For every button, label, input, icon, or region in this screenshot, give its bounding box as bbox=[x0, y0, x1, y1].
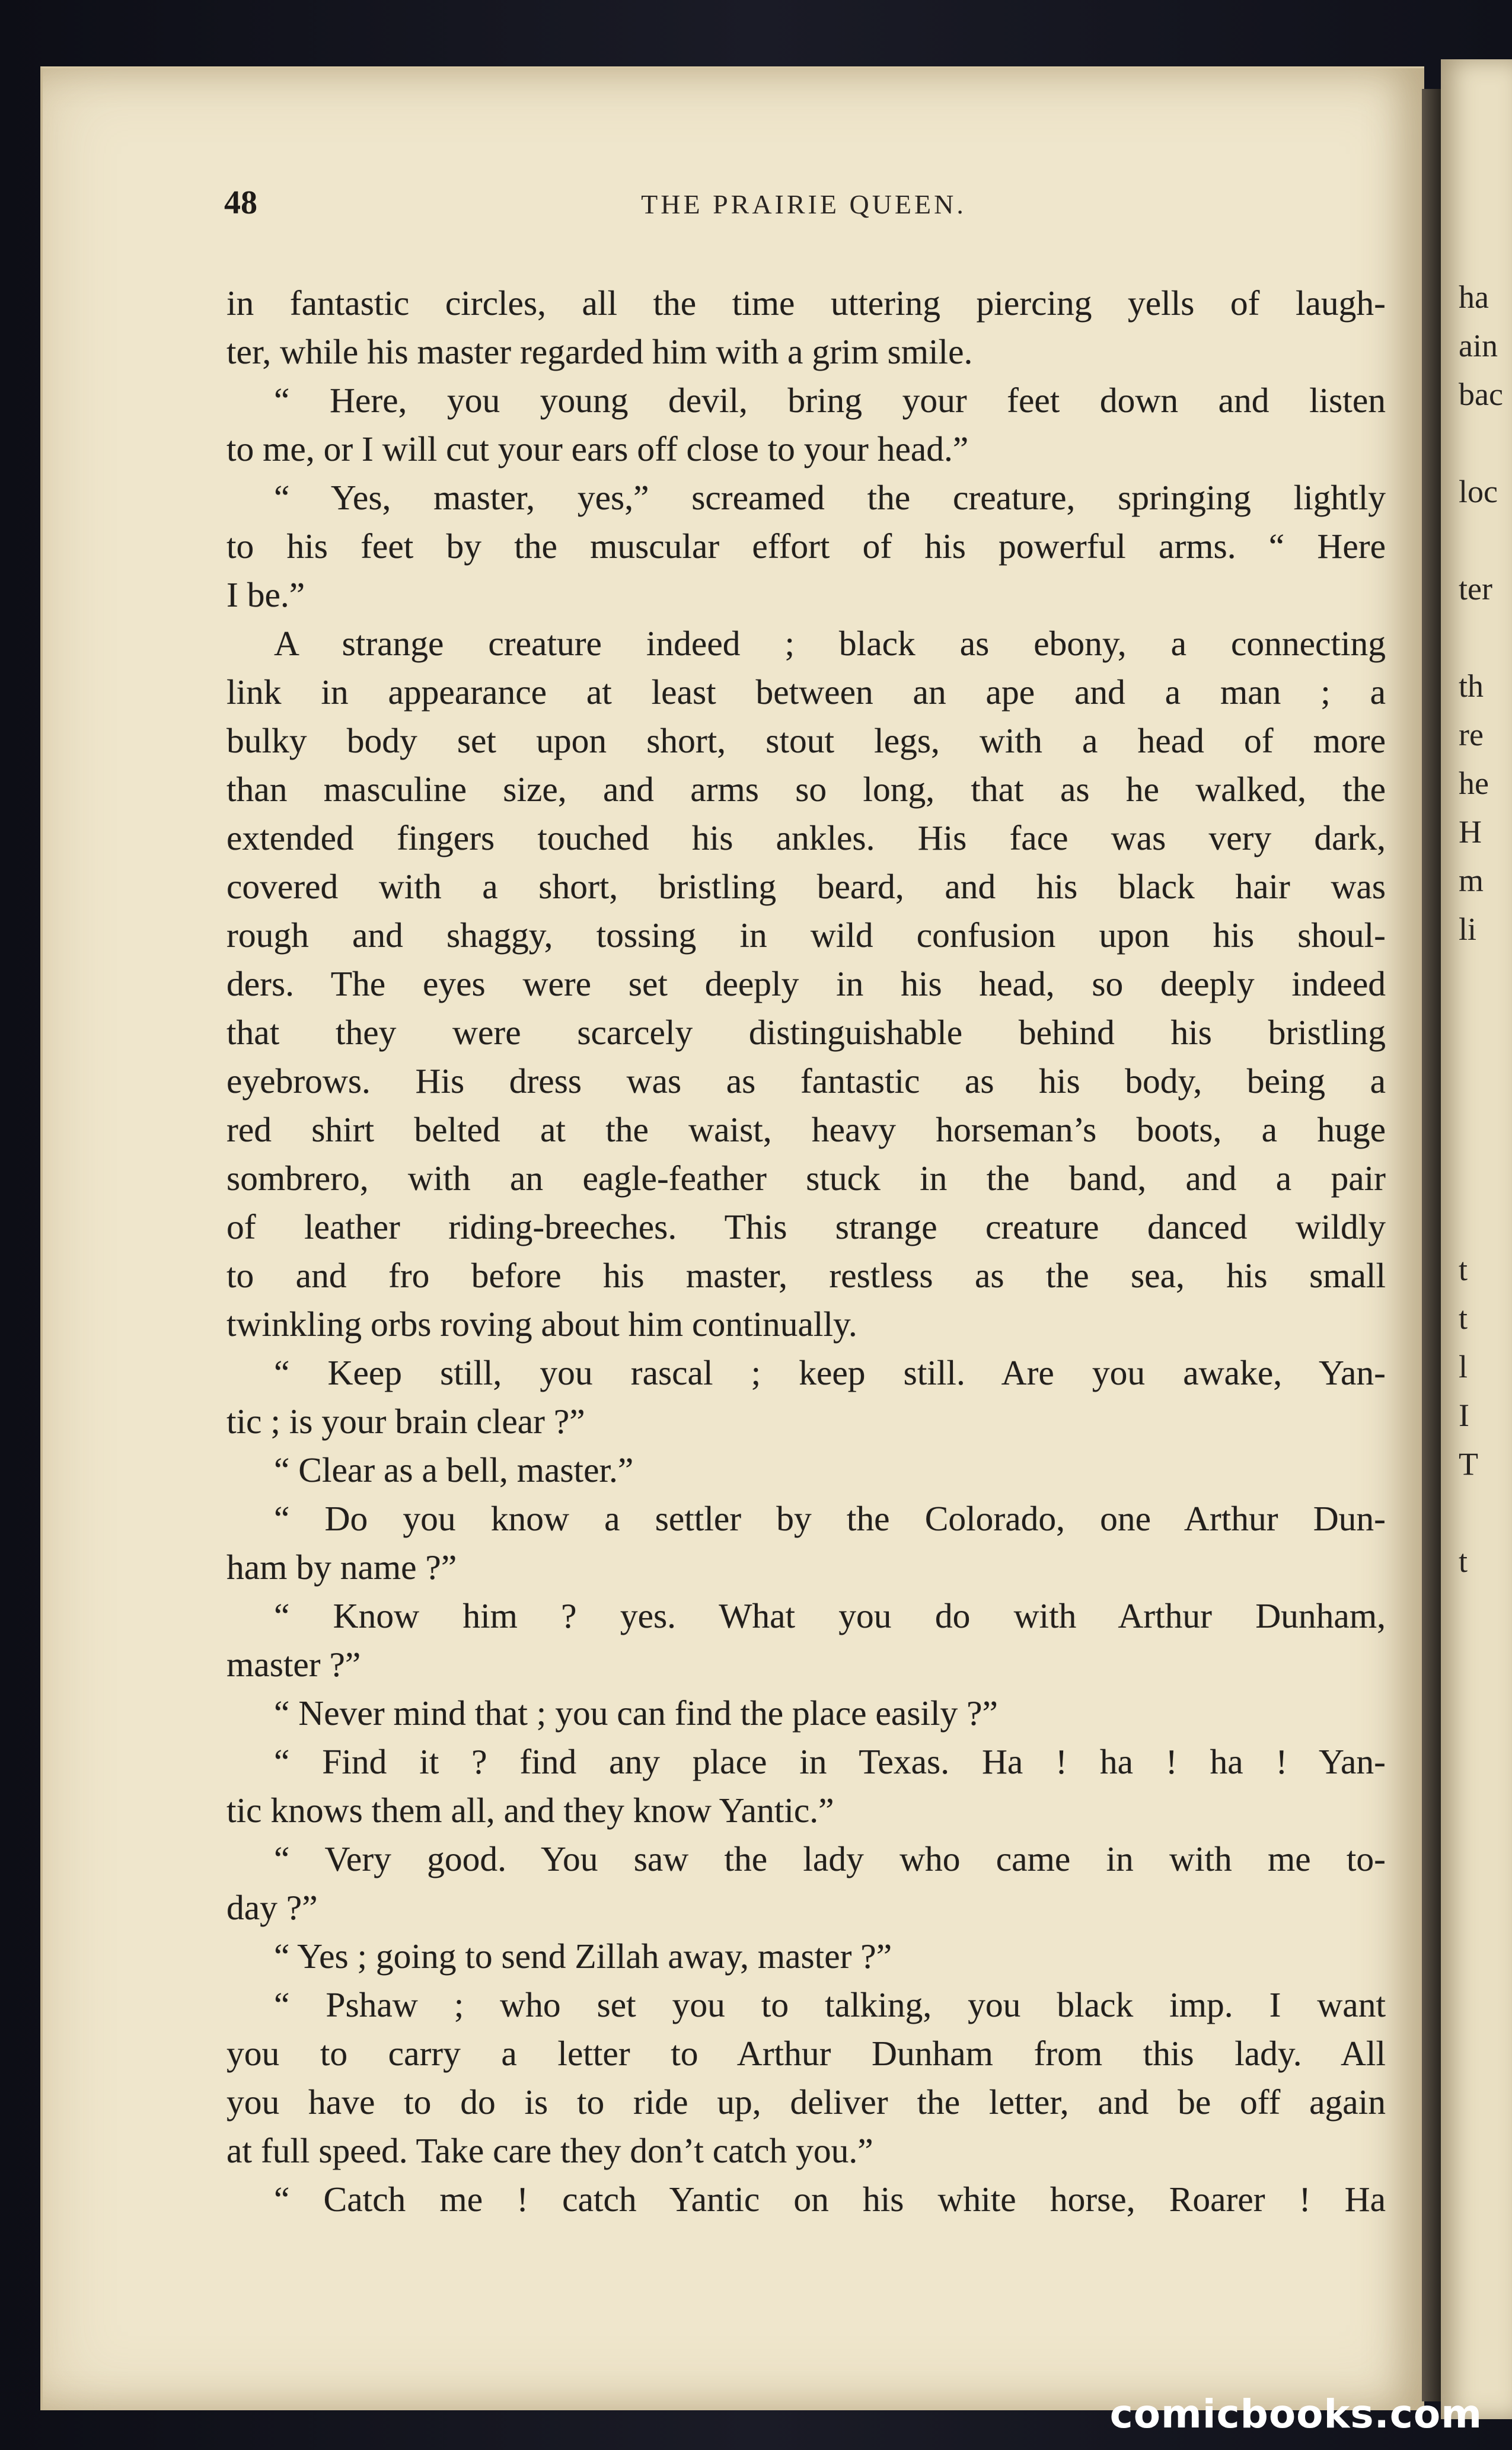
running-head bbox=[224, 184, 1383, 231]
text-line: “ Keep still, you rascal ; keep still. Are you awake, Yan- bbox=[274, 1353, 1386, 1392]
facing-page-fragment: t bbox=[1459, 1252, 1468, 1287]
facing-page-fragment: loc bbox=[1459, 474, 1498, 509]
facing-page-fragment: t bbox=[1459, 1543, 1468, 1579]
facing-page-fragment: ain bbox=[1459, 328, 1498, 363]
text-line: “ Clear as a bell, master.” bbox=[274, 1450, 634, 1489]
body-text bbox=[227, 279, 1386, 2223]
facing-page-fragment: th bbox=[1459, 668, 1484, 704]
facing-page-fragment: li bbox=[1459, 911, 1477, 947]
text-line: I be.” bbox=[227, 575, 305, 614]
text-line: day ?” bbox=[227, 1888, 318, 1927]
text-line: link in appearance at least between an ape and a man ; a bbox=[227, 672, 1386, 712]
running-title: THE PRAIRIE QUEEN. bbox=[641, 189, 966, 219]
facing-page-fragment: ha bbox=[1459, 279, 1489, 315]
facing-page bbox=[1441, 59, 1512, 2419]
text-line: “ Do you know a settler by the Colorado, one Arthur Dun- bbox=[274, 1499, 1386, 1538]
page-gutter bbox=[1422, 89, 1441, 2401]
text-line: to me, or I will cut your ears off close to your head.” bbox=[227, 429, 969, 468]
text-line: bulky body set upon short, stout legs, with a head of more bbox=[227, 721, 1386, 760]
facing-page-fragment: m bbox=[1459, 863, 1484, 898]
text-line: you to carry a letter to Arthur Dunham from this lady. All bbox=[227, 2034, 1386, 2073]
text-line: ham by name ?” bbox=[227, 1548, 457, 1587]
text-line: rough and shaggy, tossing in wild confusion upon his shoul- bbox=[227, 915, 1386, 955]
text-line: ders. The eyes were set deeply in his head, so deeply indeed bbox=[227, 964, 1386, 1003]
text-line: ter, while his master regarded him with a grim smile. bbox=[227, 332, 973, 371]
text-line: tic knows them all, and they know Yantic.” bbox=[227, 1791, 834, 1830]
text-line: to and fro before his master, restless as the sea, his small bbox=[227, 1256, 1386, 1295]
text-line: at full speed. Take care they don’t catch you.” bbox=[227, 2131, 873, 2170]
facing-page-fragment: bac bbox=[1459, 377, 1503, 412]
text-line: sombrero, with an eagle-feather stuck in the band, and a pair bbox=[227, 1159, 1386, 1198]
facing-page-fragment: t bbox=[1459, 1300, 1468, 1336]
text-line: red shirt belted at the waist, heavy horseman’s boots, a huge bbox=[227, 1110, 1386, 1149]
text-line: “ Yes ; going to send Zillah away, master ?” bbox=[274, 1937, 892, 1976]
text-line: to his feet by the muscular effort of his powerful arms. “ Here bbox=[227, 527, 1386, 566]
text-line: “ Very good. You saw the lady who came in with me to- bbox=[274, 1839, 1386, 1878]
site-watermark: comicbooks.com bbox=[1109, 2391, 1482, 2437]
text-line: “ Yes, master, yes,” screamed the creature, springing lightly bbox=[274, 478, 1386, 517]
facing-page-fragment: T bbox=[1459, 1446, 1478, 1482]
text-line: tic ; is your brain clear ?” bbox=[227, 1402, 585, 1441]
facing-page-fragment: I bbox=[1459, 1398, 1469, 1433]
facing-page-fragment: he bbox=[1459, 765, 1489, 801]
text-line: covered with a short, bristling beard, and his black hair was bbox=[227, 867, 1386, 906]
text-line: “ Find it ? find any place in Texas. Ha ! ha ! ha ! Yan- bbox=[274, 1742, 1386, 1781]
text-line: than masculine size, and arms so long, that as he walked, the bbox=[227, 770, 1386, 809]
facing-page-fragment: H bbox=[1459, 814, 1482, 850]
facing-page-fragment: l bbox=[1459, 1349, 1468, 1384]
text-line: “ Never mind that ; you can find the place easily ?” bbox=[274, 1693, 998, 1733]
text-line: A strange creature indeed ; black as ebony, a connecting bbox=[274, 624, 1386, 663]
text-line: extended fingers touched his ankles. His face was very dark, bbox=[227, 818, 1386, 857]
text-line: master ?” bbox=[227, 1645, 361, 1684]
text-line: you have to do is to ride up, deliver the letter, and be off again bbox=[227, 2082, 1386, 2122]
text-line: “ Pshaw ; who set you to talking, you black imp. I want bbox=[274, 1985, 1386, 2024]
text-line: of leather riding-breeches. This strange creature danced wildly bbox=[227, 1207, 1386, 1246]
text-line: “ Know him ? yes. What you do with Arthur Dunham, bbox=[274, 1596, 1386, 1635]
facing-page-fragment: ter bbox=[1459, 571, 1492, 607]
facing-page-fragment: re bbox=[1459, 717, 1484, 752]
text-line: eyebrows. His dress was as fantastic as his body, being a bbox=[227, 1061, 1386, 1100]
text-line: “ Here, you young devil, bring your feet down and listen bbox=[274, 381, 1386, 420]
page-number: 48 bbox=[224, 184, 257, 221]
text-line: in fantastic circles, all the time uttering piercing yells of laugh- bbox=[227, 283, 1386, 323]
text-line: twinkling orbs roving about him continually. bbox=[227, 1304, 857, 1344]
text-line: “ Catch me ! catch Yantic on his white horse, Roarer ! Ha bbox=[274, 2180, 1386, 2219]
text-line: that they were scarcely distinguishable behind his bristling bbox=[227, 1013, 1386, 1052]
